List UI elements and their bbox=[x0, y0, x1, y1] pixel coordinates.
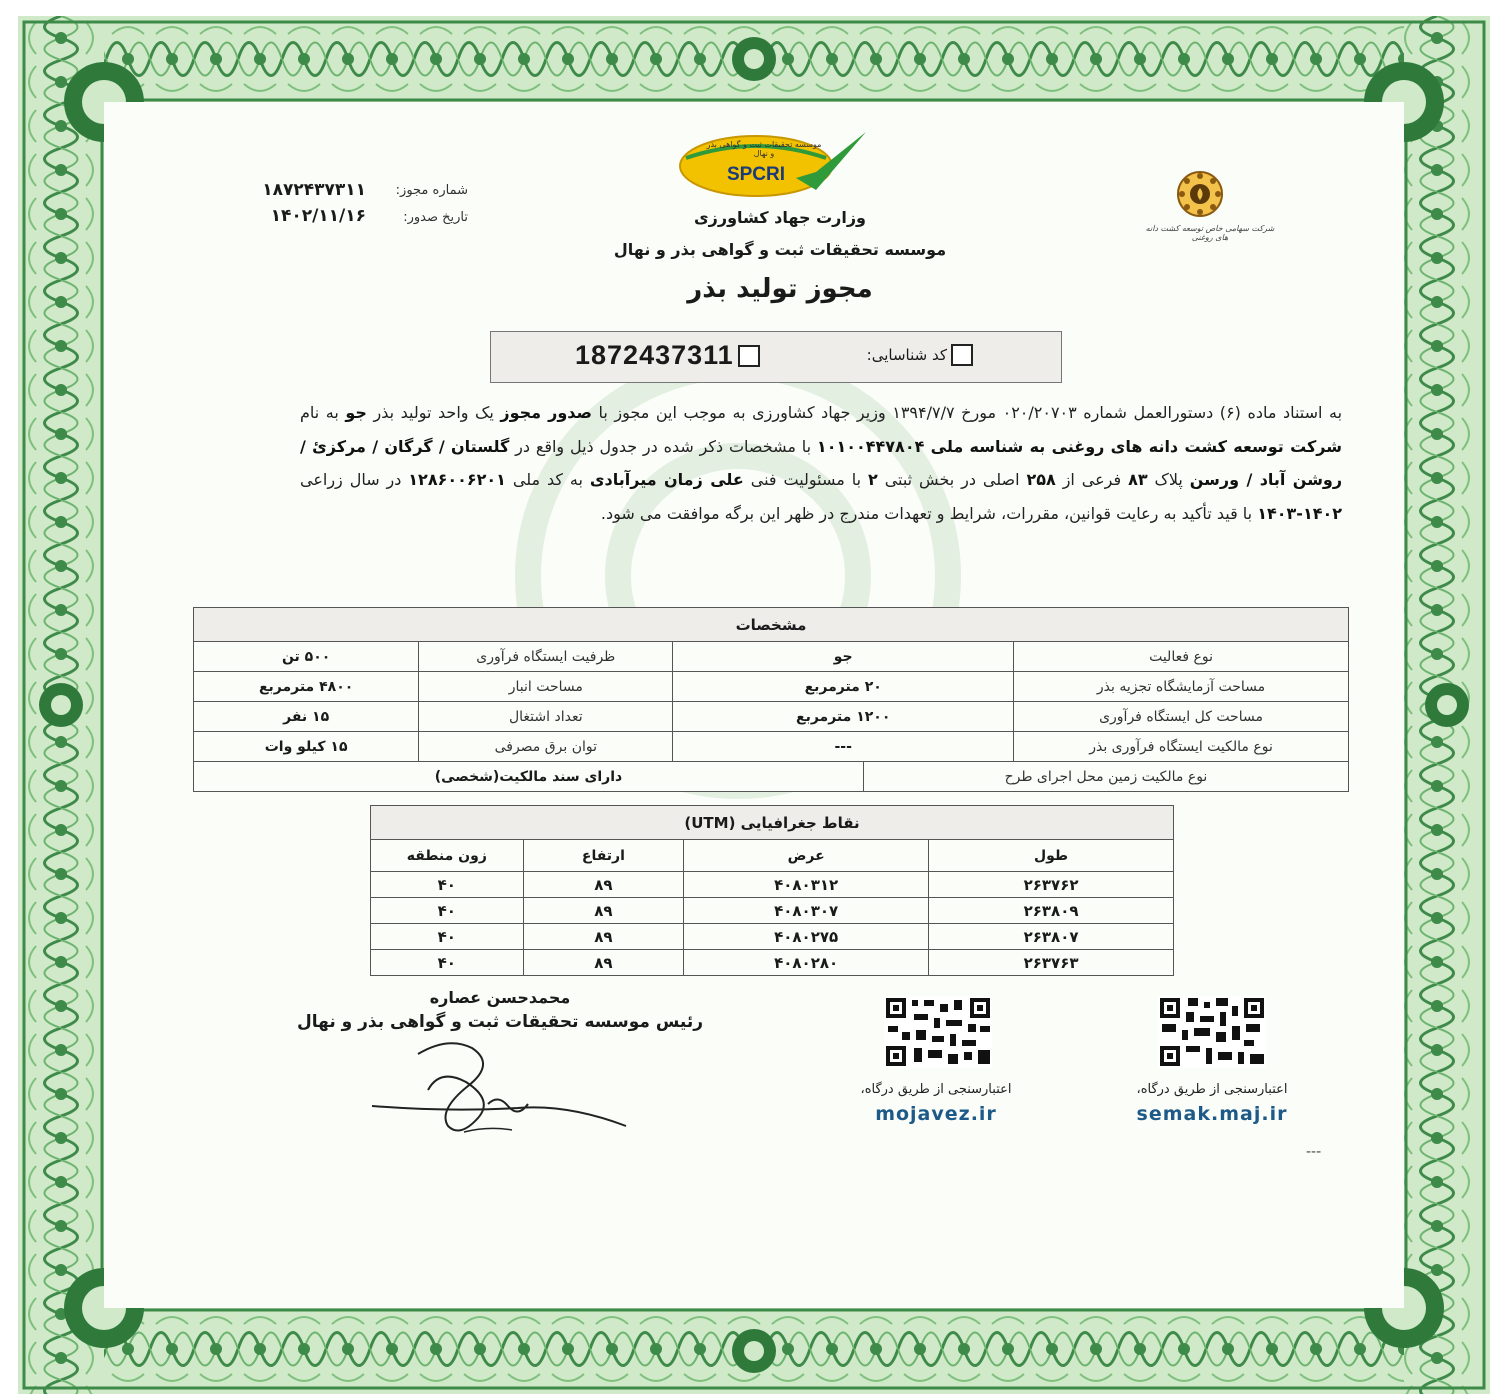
table-header-row bbox=[371, 840, 1174, 872]
table-row bbox=[194, 732, 1349, 762]
table-cell: ۴۰ bbox=[371, 950, 524, 976]
table-cell: ۸۹ bbox=[523, 872, 684, 898]
paragraph-text: فرعی از bbox=[1062, 470, 1122, 490]
handwritten-signature bbox=[368, 1034, 638, 1140]
spec-label: ظرفیت ایستگاه فرآوری bbox=[419, 642, 673, 672]
qr-code-icon bbox=[1158, 996, 1266, 1068]
table-cell: ۸۹ bbox=[523, 950, 684, 976]
column-header: زون منطقه bbox=[371, 840, 524, 872]
paragraph-bold: صدور مجوز bbox=[500, 403, 592, 422]
permit-paragraph bbox=[300, 396, 1342, 530]
company-logo bbox=[1140, 166, 1280, 246]
table-cell: ۸۹ bbox=[523, 898, 684, 924]
institute-name: موسسه تحقیقات ثبت و گواهی بذر و نهال bbox=[613, 240, 947, 259]
paragraph-text: پلاک bbox=[1154, 470, 1183, 490]
paragraph-bold: علی زمان میرآبادی bbox=[589, 470, 744, 490]
checkbox-icon bbox=[951, 344, 973, 366]
paragraph-bold: ۱۲۸۶۰۰۶۲۰۱ bbox=[408, 470, 506, 490]
identification-code-box bbox=[490, 331, 1062, 383]
spcri-logo bbox=[676, 128, 872, 198]
paragraph-bold: ۲۵۸ bbox=[1026, 470, 1056, 490]
paragraph-bold: ۱۴۰۲-۱۴۰۳ bbox=[1257, 503, 1342, 523]
spec-label: مساحت آزمایشگاه تجزیه بذر bbox=[1014, 672, 1349, 702]
spec-label: نوع مالکیت ایستگاه فرآوری بذر bbox=[1014, 732, 1349, 762]
spec-label: توان برق مصرفی bbox=[419, 732, 673, 762]
table-cell: ۴۰۸۰۳۰۷ bbox=[684, 898, 929, 924]
spcri-logo-small-text: موسسه تحقیقات ثبت و گواهی بذر و نهال bbox=[706, 140, 822, 158]
spec-label: مساحت انبار bbox=[419, 672, 673, 702]
ministry-name: وزارت جهاد کشاورزی bbox=[693, 208, 866, 227]
signatory-name: محمدحسن عصاره bbox=[429, 988, 571, 1007]
spec-value: ۱۲۰۰ مترمربع bbox=[673, 702, 1014, 732]
spec-value: جو bbox=[673, 642, 1014, 672]
paragraph-text: به کد ملی bbox=[512, 470, 583, 490]
permit-number-label: شماره مجوز: bbox=[395, 183, 468, 198]
verification-link-semak[interactable]: semak.maj.ir bbox=[1136, 1103, 1288, 1125]
table-row bbox=[371, 950, 1174, 976]
identification-code-value: 1872437311 bbox=[575, 340, 734, 370]
table-cell: ۴۰۸۰۲۸۰ bbox=[684, 950, 929, 976]
spec-label: مساحت کل ایستگاه فرآوری bbox=[1014, 702, 1349, 732]
spec-value: ۱۵ نفر bbox=[194, 702, 419, 732]
specifications-title: مشخصات bbox=[194, 608, 1349, 642]
geographic-points-table bbox=[370, 805, 1174, 975]
table-row bbox=[194, 762, 1349, 792]
verification-caption-right: اعتبارسنجی از طریق درگاه، bbox=[1136, 1082, 1288, 1097]
column-header: عرض bbox=[684, 840, 929, 872]
identification-code-label: کد شناسایی: bbox=[866, 346, 947, 364]
paragraph-text: با مشخصات ذکر شده در جدول ذیل واقع در bbox=[515, 436, 812, 456]
issue-date: ۱۴۰۲/۱۱/۱۶ bbox=[270, 206, 366, 226]
table-row bbox=[371, 898, 1174, 924]
spcri-logo-text: SPCRI bbox=[726, 164, 786, 185]
footer-mark: --- bbox=[1306, 1144, 1322, 1160]
paragraph-text: اصلی در بخش ثبتی bbox=[884, 470, 1020, 490]
paragraph-text: با قید تأکید به رعایت قوانین، مقررات، شرایط و تعهدات مندرج در ظهر این برگه موافقت می شود. bbox=[600, 503, 1253, 523]
spec-value: ۱۵ کیلو وات bbox=[194, 732, 419, 762]
paragraph-text: به نام bbox=[300, 403, 339, 422]
table-row bbox=[371, 924, 1174, 950]
qr-code-icon bbox=[884, 996, 992, 1068]
paragraph-text: یک واحد تولید بذر bbox=[373, 403, 494, 422]
permit-number: ۱۸۷۲۴۳۷۳۱۱ bbox=[262, 180, 366, 200]
page-title: مجوز تولید بذر bbox=[687, 274, 873, 304]
spec-label: نوع فعالیت bbox=[1014, 642, 1349, 672]
paragraph-bold: جو bbox=[345, 403, 367, 422]
table-cell: ۲۶۳۸۰۹ bbox=[929, 898, 1174, 924]
spec-label: تعداد اشتغال bbox=[419, 702, 673, 732]
spec-value: --- bbox=[673, 732, 1014, 762]
company-logo-caption: شرکت سهامی خاص توسعه کشت دانه های روغنی bbox=[1145, 224, 1275, 242]
verification-caption-left: اعتبارسنجی از طریق درگاه، bbox=[860, 1082, 1012, 1097]
table-cell: ۴۰۸۰۲۷۵ bbox=[684, 924, 929, 950]
land-ownership-label: نوع مالکیت زمین محل اجرای طرح bbox=[863, 762, 1348, 792]
land-ownership-value: دارای سند مالکیت(شخصی) bbox=[194, 762, 864, 792]
table-cell: ۲۶۳۸۰۷ bbox=[929, 924, 1174, 950]
table-cell: ۴۰ bbox=[371, 924, 524, 950]
paragraph-bold: ۸۳ bbox=[1128, 470, 1148, 490]
table-row bbox=[194, 672, 1349, 702]
column-header: طول bbox=[929, 840, 1174, 872]
specifications-table bbox=[193, 607, 1349, 794]
paragraph-bold: ۲ bbox=[868, 470, 878, 490]
table-cell: ۴۰۸۰۳۱۲ bbox=[684, 872, 929, 898]
table-row bbox=[194, 702, 1349, 732]
checkbox-icon bbox=[738, 345, 760, 367]
table-row bbox=[194, 642, 1349, 672]
table-cell: ۴۰ bbox=[371, 872, 524, 898]
spec-value: ۴۸۰۰ مترمربع bbox=[194, 672, 419, 702]
issue-date-label: تاریخ صدور: bbox=[403, 210, 468, 225]
table-cell: ۲۶۳۷۶۲ bbox=[929, 872, 1174, 898]
table-cell: ۴۰ bbox=[371, 898, 524, 924]
paragraph-text: با مسئولیت فنی bbox=[750, 470, 862, 490]
signatory-position: رئیس موسسه تحقیقات ثبت و گواهی بذر و نهال bbox=[296, 1012, 704, 1032]
paragraph-text: در سال زراعی bbox=[300, 470, 402, 490]
table-row bbox=[371, 872, 1174, 898]
table-cell: ۲۶۳۷۶۳ bbox=[929, 950, 1174, 976]
spec-value: ۲۰ مترمربع bbox=[673, 672, 1014, 702]
verification-link-mojavez[interactable]: mojavez.ir bbox=[875, 1103, 997, 1125]
spec-value: ۵۰۰ تن bbox=[194, 642, 419, 672]
column-header: ارتفاع bbox=[523, 840, 684, 872]
paragraph-bold: شرکت توسعه کشت دانه های روغنی به شناسه ملی ۱۰۱۰۰۴۴۷۸۰۴ bbox=[816, 436, 1342, 456]
paragraph-text: به استناد ماده (۶) دستورالعمل شماره ۰۲۰/۲۰۷۰۳ مورخ ۱۳۹۴/۷/۷ وزیر جهاد کشاورزی به موجب این مجوز با bbox=[598, 403, 1343, 422]
table-cell: ۸۹ bbox=[523, 924, 684, 950]
geographic-title: نقاط جغرافیایی (UTM) bbox=[371, 806, 1174, 840]
paragraph-bold: گلستان / گرگان / مرکزئ / روشن آباد / ورسن bbox=[300, 436, 1343, 490]
